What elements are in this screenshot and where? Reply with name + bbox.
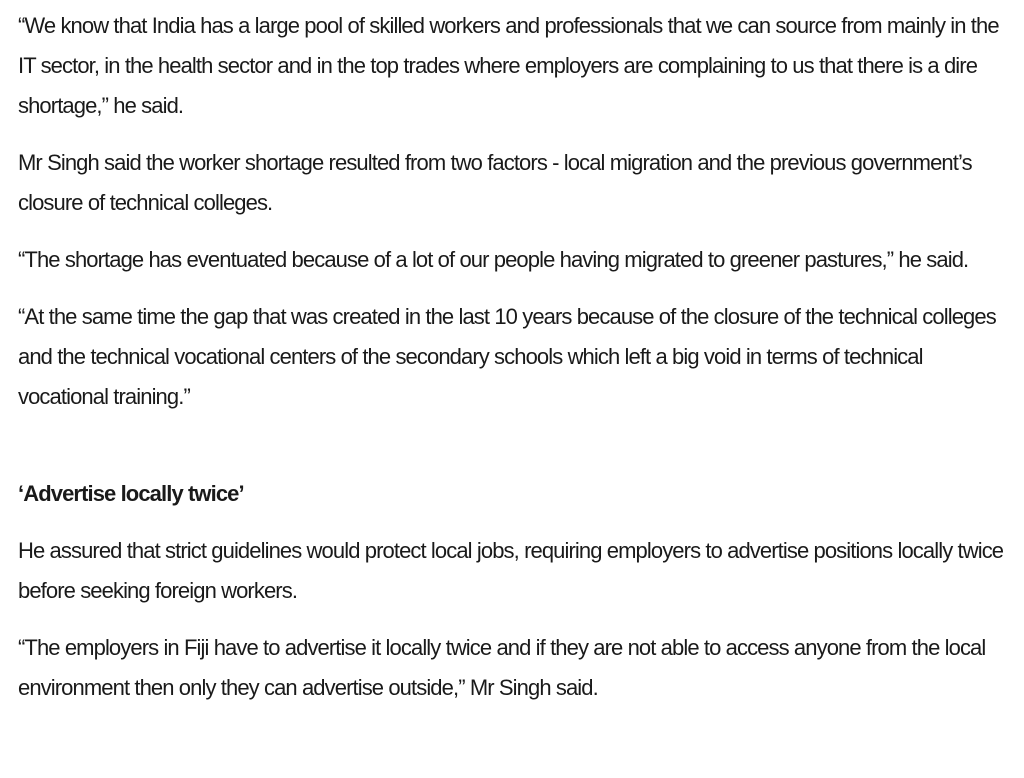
- section-spacer: [18, 434, 1008, 474]
- article-body: [18, 6, 1008, 725]
- article-paragraph-india-skilled-workers: “We know that India has a large pool of skilled workers and professionals that we can source from mainly in the IT sector, in the health sector and in the top trades where employers are complaining to us that there is a dire shortage,” he said.: [18, 13, 999, 118]
- article-paragraph-advertise-locally-quote: “The employers in Fiji have to advertise it locally twice and if they are not able to access anyone from the local environment then only they can advertise outside,” Mr Singh said.: [18, 635, 986, 700]
- article-paragraph-worker-shortage-factors: Mr Singh said the worker shortage resulted from two factors - local migration and the previous government’s closure of technical colleges.: [18, 150, 972, 215]
- article-paragraph-strict-guidelines: He assured that strict guidelines would protect local jobs, requiring employers to advertise positions locally twice before seeking foreign workers.: [18, 538, 1004, 603]
- section-heading: ‘Advertise locally twice’: [18, 481, 244, 506]
- article-paragraph-technical-colleges-quote: “At the same time the gap that was created in the last 10 years because of the closure of the technical colleges and the technical vocational centers of the secondary schools which left a big void in terms of technical vocational training.”: [18, 304, 996, 409]
- article-paragraph-migration-quote: “The shortage has eventuated because of a lot of our people having migrated to greener pastures,” he said.: [18, 247, 969, 272]
